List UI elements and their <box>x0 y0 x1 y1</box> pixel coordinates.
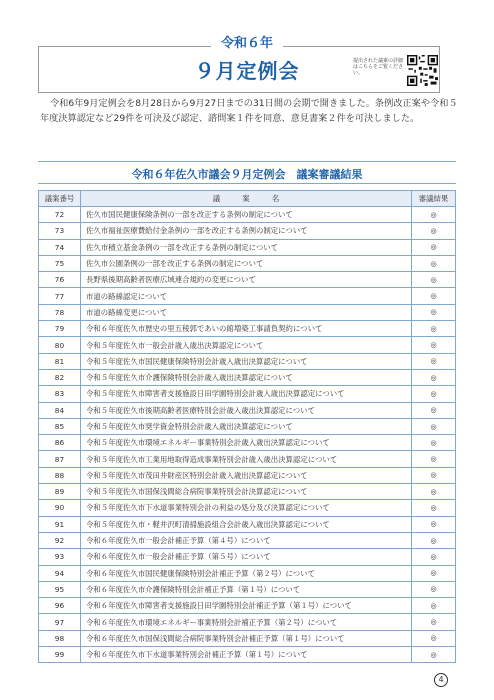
bill-number: 84 <box>39 402 81 418</box>
table-row <box>39 255 456 271</box>
result-mark: ◎ <box>412 337 456 353</box>
bill-title: 令和５年度佐久市奨学資金特別会計歳入歳出決算認定について <box>81 418 412 434</box>
table-row <box>39 614 456 630</box>
bill-title: 令和５年度佐久市国保浅間総合病院事業特別会計決算認定について <box>81 484 412 500</box>
table-row <box>39 239 456 255</box>
bill-number: 85 <box>39 418 81 434</box>
result-mark: ◎ <box>412 418 456 434</box>
table-body <box>39 207 456 663</box>
bill-title: 令和５年度佐久市国民健康保険特別会計歳入歳出決算認定について <box>81 353 412 369</box>
result-mark: ◎ <box>412 532 456 548</box>
bill-number: 97 <box>39 614 81 630</box>
table-row <box>39 549 456 565</box>
result-mark: ◎ <box>412 516 456 532</box>
result-mark: ◎ <box>412 467 456 483</box>
bill-number: 99 <box>39 647 81 663</box>
result-mark: ◎ <box>412 435 456 451</box>
result-mark: ◎ <box>412 451 456 467</box>
result-mark: ◎ <box>412 255 456 271</box>
table-row <box>39 500 456 516</box>
bill-title: 市道の路線変更について <box>81 304 412 320</box>
bill-number: 90 <box>39 500 81 516</box>
table-row <box>39 369 456 385</box>
result-mark: ◎ <box>412 207 456 223</box>
table-row <box>39 451 456 467</box>
bill-number: 77 <box>39 288 81 304</box>
table-row <box>39 386 456 402</box>
bill-number: 87 <box>39 451 81 467</box>
bill-number: 91 <box>39 516 81 532</box>
result-mark: ◎ <box>412 288 456 304</box>
table-row <box>39 467 456 483</box>
bill-title: 令和６年度佐久市国保浅間総合病院事業特別会計補正予算（第１号）について <box>81 630 412 646</box>
bill-title: 令和６年度佐久市障害者支援施設日田学園特別会計補正予算（第１号）について <box>81 598 412 614</box>
section-title: 令和６年佐久市議会９月定例会 議案審議結果 <box>131 168 363 181</box>
table-row <box>39 207 456 223</box>
table-row <box>39 321 456 337</box>
bill-title: 佐久市国民健康保険条例の一部を改正する条例の制定について <box>81 207 412 223</box>
bill-title: 令和６年度佐久市国民健康保険特別会計補正予算（第２号）について <box>81 565 412 581</box>
header-era: 令和６年 <box>0 32 494 51</box>
bill-title: 令和５年度佐久市・軽井沢町清掃施設組合会計歳入歳出決算認定について <box>81 516 412 532</box>
result-mark: ◎ <box>412 304 456 320</box>
bill-title: 令和５年度佐久市後期高齢者医療特別会計歳入歳出決算認定について <box>81 402 412 418</box>
bill-number: 76 <box>39 272 81 288</box>
bill-title: 令和５年度佐久市介護保険特別会計歳入歳出決算認定について <box>81 369 412 385</box>
result-mark: ◎ <box>412 581 456 597</box>
result-mark: ◎ <box>412 353 456 369</box>
bill-number: 82 <box>39 369 81 385</box>
header-title: 議 案 名 <box>81 191 412 207</box>
bill-title: 令和６年度佐久市歴史の里五稜郭であいの館増築工事請負契約について <box>81 321 412 337</box>
result-mark: ◎ <box>412 484 456 500</box>
bill-number: 73 <box>39 223 81 239</box>
table-row <box>39 516 456 532</box>
bill-number: 96 <box>39 598 81 614</box>
section-rule-top <box>38 161 456 162</box>
bill-number: 83 <box>39 386 81 402</box>
bill-title: 令和５年度佐久市茂田井財産区特別会計歳入歳出決算認定について <box>81 467 412 483</box>
result-mark: ◎ <box>412 369 456 385</box>
header-result: 審議結果 <box>412 191 456 207</box>
result-mark: ◎ <box>412 500 456 516</box>
bill-title: 令和５年度佐久市環境エネルギー事業特別会計歳入歳出決算認定について <box>81 435 412 451</box>
table-row <box>39 598 456 614</box>
bill-title: 令和６年度佐久市下水道事業特別会計補正予算（第１号）について <box>81 647 412 663</box>
bill-number: 75 <box>39 255 81 271</box>
result-mark: ◎ <box>412 630 456 646</box>
result-mark: ◎ <box>412 272 456 288</box>
page-number: 4 <box>434 673 448 687</box>
result-mark: ◎ <box>412 549 456 565</box>
table-row <box>39 630 456 646</box>
table-row <box>39 581 456 597</box>
table-row <box>39 647 456 663</box>
table-row <box>39 353 456 369</box>
bill-title: 令和５年度佐久市一般会計歳入歳出決算認定について <box>81 337 412 353</box>
bill-number: 89 <box>39 484 81 500</box>
table-row <box>39 223 456 239</box>
bill-title: 令和５年度佐久市工業用地取得造成事業特別会計歳入歳出決算認定について <box>81 451 412 467</box>
table-row <box>39 402 456 418</box>
result-mark: ◎ <box>412 565 456 581</box>
bill-number: 72 <box>39 207 81 223</box>
bill-title: 令和６年度佐久市一般会計補正予算（第４号）について <box>81 532 412 548</box>
table-row <box>39 484 456 500</box>
bill-title: 令和６年度佐久市環境エネルギー事業特別会計補正予算（第２号）について <box>81 614 412 630</box>
bill-number: 92 <box>39 532 81 548</box>
bill-title: 長野県後期高齢者医療広域連合規約の変更について <box>81 272 412 288</box>
result-mark: ◎ <box>412 386 456 402</box>
bill-number: 78 <box>39 304 81 320</box>
bill-title: 佐久市福祉医療費給付金条例の一部を改正する条例の制定について <box>81 223 412 239</box>
result-mark: ◎ <box>412 239 456 255</box>
table-row <box>39 272 456 288</box>
qr-note: 提出された議案の詳細はこちらをご覧ください。 <box>353 58 404 76</box>
bill-number: 98 <box>39 630 81 646</box>
bill-number: 88 <box>39 467 81 483</box>
bill-title: 佐久市積立基金条例の一部を改正する条例の制定について <box>81 239 412 255</box>
qr-code-icon[interactable] <box>407 55 438 86</box>
bill-number: 94 <box>39 565 81 581</box>
bill-number: 95 <box>39 581 81 597</box>
table-row <box>39 288 456 304</box>
bill-number: 80 <box>39 337 81 353</box>
results-table <box>38 190 456 663</box>
table-row <box>39 435 456 451</box>
bill-title: 令和６年度佐久市一般会計補正予算（第５号）について <box>81 549 412 565</box>
bill-number: 93 <box>39 549 81 565</box>
bill-number: 79 <box>39 321 81 337</box>
intro-paragraph: 令和6年9月定例会を8月28日から9月27日までの31日間の会期で開きました。条例改正案や令和５年度決算認定など29件を可決及び認定、諮問案１件を同意、意見書案２件を可決しました。 <box>40 98 458 124</box>
bill-title: 令和６年度佐久市介護保険特別会計補正予算（第１号）について <box>81 581 412 597</box>
bill-number: 74 <box>39 239 81 255</box>
result-mark: ◎ <box>412 402 456 418</box>
table-row <box>39 337 456 353</box>
result-mark: ◎ <box>412 598 456 614</box>
result-mark: ◎ <box>412 647 456 663</box>
bill-title: 令和５年度佐久市障害者支援施設日田学園特別会計歳入歳出決算認定について <box>81 386 412 402</box>
result-mark: ◎ <box>412 223 456 239</box>
bill-number: 81 <box>39 353 81 369</box>
bill-title: 市道の路線認定について <box>81 288 412 304</box>
table-header-row <box>39 191 456 207</box>
table-row <box>39 304 456 320</box>
page-title: ９月定例会 <box>194 59 300 83</box>
bill-title: 佐久市公園条例の一部を改正する条例の制定について <box>81 255 412 271</box>
table-row <box>39 565 456 581</box>
section-rule-bottom <box>38 183 456 184</box>
header-number: 議案番号 <box>39 191 81 207</box>
result-mark: ◎ <box>412 321 456 337</box>
table-row <box>39 532 456 548</box>
bill-number: 86 <box>39 435 81 451</box>
bill-title: 令和５年度佐久市下水道事業特別会計の利益の処分及び決算認定について <box>81 500 412 516</box>
table-row <box>39 418 456 434</box>
result-mark: ◎ <box>412 614 456 630</box>
